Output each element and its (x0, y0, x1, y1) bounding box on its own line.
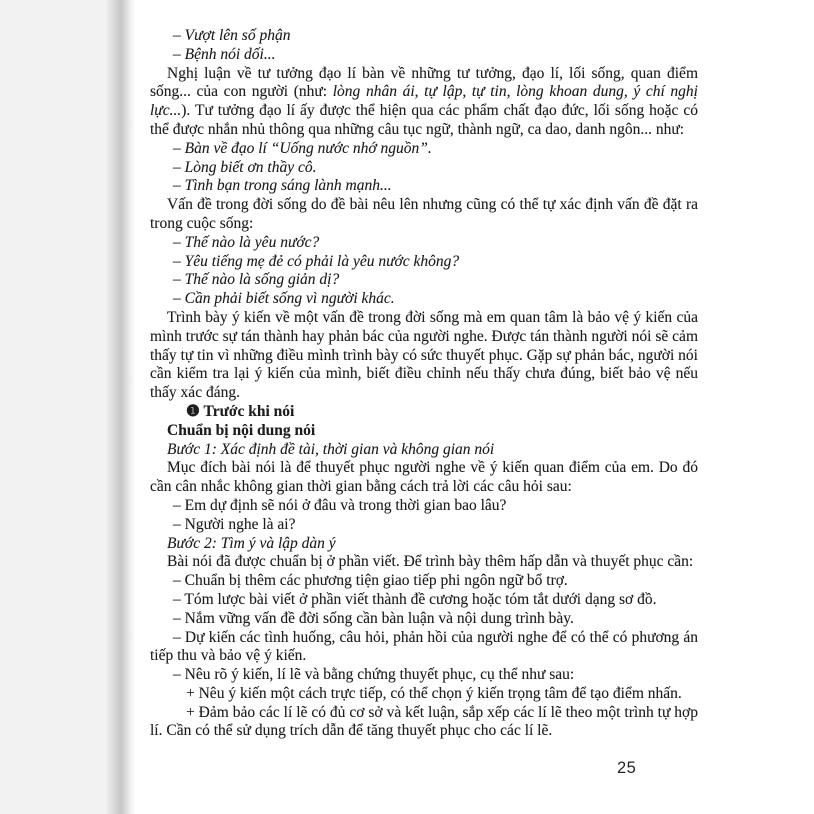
plus-item: + Nêu ý kiến một cách trực tiếp, có thể chọn ý kiến trọng tâm để tạo điểm nhấn. (186, 684, 682, 702)
dash-item: – Chuẩn bị thêm các phương tiện giao tiếp phi ngôn ngữ bổ trợ. (173, 572, 568, 590)
paragraph-text: Nghị luận về tư tưởng đạo lí bàn về những tư tưởng, đạo lí, lối sống, quan điểm sống... của con người (như: (150, 64, 698, 101)
paragraph-italic-text: lòng nhân ái, tự lập, tự tin, lòng khoan dung, ý chí nghị lực... (150, 83, 698, 120)
example-item: – Vượt lên số phận (173, 27, 291, 44)
example-item: – Yêu tiếng mẹ đẻ có phải là yêu nước không? (173, 252, 460, 270)
section-heading-label: Trước khi nói (199, 402, 295, 420)
body-paragraph: Trình bày ý kiến về một vấn đề trong đời sống mà em quan tâm là bảo vệ ý kiến của mình trước sự tán thành hay phản bác của người nghe. Được tán thành người nói sẽ cảm thấy tự tin vì những điều mình trình bày có sức thuyết phục. Gặp sự phản bác, người nói cần kiểm tra lại ý kiến của mình, biết điều chỉnh nếu thấy chưa đúng, biết bảo vệ nếu thấy xác đáng. (150, 308, 698, 402)
body-paragraph (150, 65, 698, 140)
step-heading: Bước 2: Tìm ý và lập dàn ý (167, 534, 336, 552)
dash-item: – Em dự định sẽ nói ở đâu và trong thời gian bao lâu? (173, 496, 507, 514)
example-item: – Cần phải biết sống vì người khác. (173, 290, 395, 308)
example-item: – Bàn về đạo lí “Uống nước nhớ nguồn”. (173, 139, 432, 157)
example-item: – Thế nào là sống giản dị? (173, 271, 340, 289)
dash-item: – Người nghe là ai? (173, 515, 296, 533)
page-number: 25 (617, 759, 637, 777)
subsection-heading: Chuẩn bị nội dung nói (167, 421, 316, 439)
example-item: – Thế nào là yêu nước? (173, 233, 320, 251)
paragraph-text: ). Tư tưởng đạo lí ấy được thể hiện qua các phẩm chất đạo đức, lối sống hoặc có thể được nhắn nhủ thông qua những câu tục ngữ, thành ngữ, ca dao, danh ngôn... như: (150, 102, 698, 138)
example-item: – Lòng biết ơn thầy cô. (173, 158, 317, 176)
body-paragraph: Mục đích bài nói là để thuyết phục người nghe về ý kiến quan điểm của em. Do đó cần cân nhắc không gian thời gian bằng cách trả lời các câu hỏi sau: (150, 459, 698, 496)
dash-item: – Nắm vững vấn đề đời sống cần bàn luận và nội dung trình bày. (173, 609, 574, 627)
dash-item: – Dự kiến các tình huống, câu hỏi, phản hồi của người nghe để có thể có phương án tiếp thu và bảo vệ ý kiến. (150, 628, 698, 665)
page-edge-shadow (106, 0, 136, 814)
section-heading (150, 403, 698, 422)
dash-item: – Tóm lược bài viết ở phần viết thành đề cương hoặc tóm tắt dưới dạng sơ đồ. (173, 590, 657, 608)
step-heading: Bước 1: Xác định đề tài, thời gian và không gian nói (167, 440, 495, 458)
circled-one-icon: ❶ (186, 402, 200, 420)
book-gutter-margin (0, 0, 106, 814)
body-paragraph: Vấn đề trong đời sống do đề bài nêu lên nhưng cũng có thể tự xác định vấn đề đặt ra trong cuộc sống: (150, 196, 698, 232)
example-item: – Bệnh nói dối... (173, 45, 276, 63)
plus-item: + Đảm bảo các lí lẽ có đủ cơ sở và kết luận, sắp xếp các lí lẽ theo một trình tự hợp lí. Cần có thể sử dụng trích dẫn để tăng thuyết phục cho các lí lẽ. (150, 703, 698, 740)
dash-item: – Nêu rõ ý kiến, lí lẽ và bằng chứng thuyết phục, cụ thể như sau: (173, 666, 575, 684)
page-content (150, 27, 698, 741)
body-paragraph: Bài nói đã được chuẩn bị ở phần viết. Để trình bày thêm hấp dẫn và thuyết phục cần: (167, 553, 694, 571)
example-item: – Tình bạn trong sáng lành mạnh... (173, 177, 392, 195)
